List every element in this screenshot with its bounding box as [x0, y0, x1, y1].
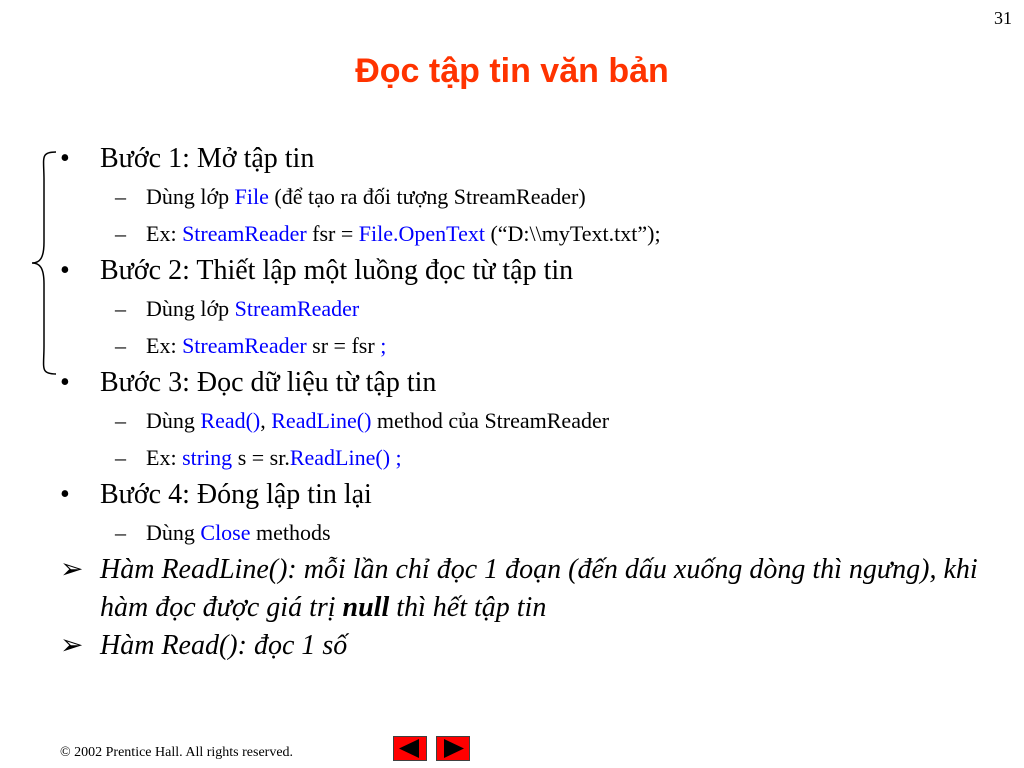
dash-icon: –: [115, 408, 126, 433]
sub-text: Ex: string s = sr.ReadLine() ;: [146, 445, 402, 470]
sub-text: Dùng lớp File (để tạo ra đối tượng StreamReader): [146, 184, 586, 209]
note-readline: [60, 551, 990, 627]
keyword: StreamReader: [182, 333, 307, 358]
copyright-footer: © 2002 Prentice Hall. All rights reserved.: [60, 745, 294, 760]
bullet-icon: •: [60, 479, 70, 510]
keyword: Read(): [200, 408, 261, 433]
sub-text: Dùng Read(), ReadLine() method của StreamReader: [146, 408, 610, 433]
step-1-label: Bước 1: Mở tập tin: [100, 143, 315, 174]
keyword: File.OpenText: [358, 221, 485, 246]
slide-title: Đọc tập tin văn bản: [355, 52, 669, 90]
note-text: Hàm Read(): đọc 1 số: [100, 630, 348, 661]
keyword: File: [234, 184, 269, 209]
sub-text: Ex: StreamReader fsr = File.OpenText (“D:\\myText.txt”);: [146, 221, 661, 246]
step-2-sub-2: [60, 327, 990, 364]
step-4-sub-1: [60, 514, 990, 551]
dash-icon: –: [115, 221, 126, 246]
step-1-sub-2: [60, 215, 990, 252]
step-4: [60, 476, 990, 514]
sub-text: Ex: StreamReader sr = fsr ;: [146, 333, 387, 358]
step-3-sub-1: [60, 402, 990, 439]
page-number: 31: [994, 8, 1012, 28]
note-text: Hàm ReadLine(): mỗi lần chỉ đọc 1 đoạn (đến dấu xuống dòng thì ngưng), khi hàm đọc được giá trị null thì hết tập tin: [100, 554, 978, 623]
prev-arrow-icon: [394, 737, 426, 760]
bullet-icon: •: [60, 367, 70, 398]
curly-brace-icon: [30, 150, 58, 376]
step-3: [60, 364, 990, 402]
keyword: Close: [200, 520, 251, 545]
previous-slide-button[interactable]: [393, 736, 427, 761]
dash-icon: –: [115, 445, 126, 470]
dash-icon: –: [115, 520, 126, 545]
step-2: [60, 252, 990, 290]
sub-text: Dùng Close methods: [146, 520, 331, 545]
bullet-icon: •: [60, 255, 70, 286]
dash-icon: –: [115, 333, 126, 358]
keyword: ReadLine(): [271, 408, 372, 433]
step-1-sub-1: [60, 178, 990, 215]
step-2-sub-1: [60, 290, 990, 327]
keyword: ;: [380, 333, 387, 358]
keyword: StreamReader: [182, 221, 307, 246]
note-read: [60, 627, 990, 665]
step-3-sub-2: [60, 439, 990, 476]
step-1: [60, 140, 990, 178]
sub-text: Dùng lớp StreamReader: [146, 296, 360, 321]
step-3-label: Bước 3: Đọc dữ liệu từ tập tin: [100, 367, 437, 398]
keyword: ReadLine() ;: [289, 445, 402, 470]
arrow-bullet-icon: ➢: [60, 554, 84, 585]
step-2-label: Bước 2: Thiết lập một luồng đọc từ tập tin: [100, 255, 574, 286]
keyword: string: [182, 445, 233, 470]
arrow-bullet-icon: ➢: [60, 630, 84, 661]
keyword: StreamReader: [234, 296, 360, 321]
slide-body: [60, 140, 990, 665]
dash-icon: –: [115, 184, 126, 209]
next-arrow-icon: [437, 737, 469, 760]
null-keyword: null: [342, 592, 390, 623]
dash-icon: –: [115, 296, 126, 321]
bullet-icon: •: [60, 143, 70, 174]
step-4-label: Bước 4: Đóng lập tin lại: [100, 479, 372, 510]
next-slide-button[interactable]: [436, 736, 470, 761]
